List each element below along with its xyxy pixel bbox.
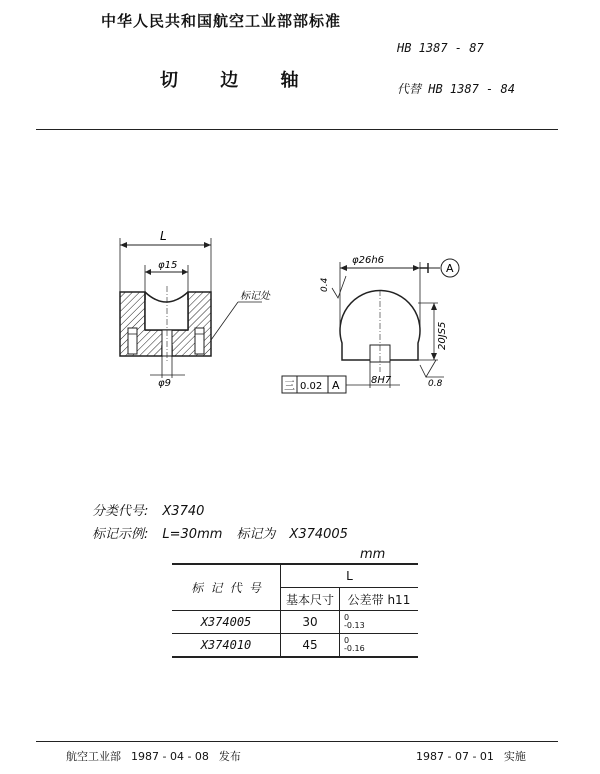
footer-divider — [36, 741, 558, 742]
example-label: 标记示例: — [92, 527, 149, 542]
section-view — [120, 286, 211, 362]
header-basic: 基本尺寸 — [281, 588, 340, 611]
dim-phi9-label: φ9 — [158, 378, 171, 389]
classification-line — [92, 500, 218, 519]
tol-upper: 0 — [344, 636, 350, 645]
dim-L-label: L — [160, 229, 167, 243]
table-row — [172, 634, 418, 658]
row-tolerance — [340, 611, 419, 634]
row-basic: 45 — [281, 634, 340, 658]
mark-leader — [211, 290, 272, 340]
effective-date: 1987 - 07 - 01 — [416, 750, 494, 763]
example-mark-label: 标记为 — [236, 527, 276, 542]
header-code: 标 记 代 号 — [172, 564, 281, 611]
tolerance-value: 0.02 — [300, 381, 323, 392]
standard-number: HB 1387 - 87 — [397, 41, 484, 55]
row-basic: 30 — [281, 611, 340, 634]
datum-A: A — [446, 262, 454, 275]
spec-table — [172, 563, 418, 658]
class-label: 分类代号: — [92, 504, 149, 519]
roughness-08: 0.8 — [428, 379, 443, 389]
footer-issue — [66, 748, 251, 764]
header-L: L — [281, 564, 419, 588]
issue-label: 发布 — [218, 750, 241, 763]
row-code: X374005 — [172, 611, 281, 634]
class-value: X3740 — [162, 504, 205, 519]
example-mark-value: X374005 — [289, 527, 348, 542]
side-view — [282, 255, 459, 393]
document-title: 切 边 轴 — [160, 70, 317, 91]
example-value: L=30mm — [162, 527, 223, 542]
replaces-standard: 代替 HB 1387 - 84 — [397, 82, 515, 96]
dim-8h7-label: 8H7 — [371, 375, 392, 386]
dim-phi26-label: φ26h6 — [352, 255, 385, 266]
row-code: X374010 — [172, 634, 281, 658]
dimension-phi9 — [150, 356, 185, 389]
effective-label: 实施 — [503, 750, 526, 763]
table-unit: mm — [360, 547, 386, 562]
footer-effective — [416, 748, 536, 764]
row-tolerance — [340, 634, 419, 658]
table-row — [172, 611, 418, 634]
issuer: 航空工业部 — [66, 750, 121, 763]
tol-lower: -0.16 — [344, 644, 365, 653]
header-tol: 公差带 h11 — [340, 588, 419, 611]
dim-20js5-label: 20JS5 — [437, 321, 448, 350]
tolerance-symbol: 三 — [284, 379, 295, 392]
tol-lower: -0.13 — [344, 621, 365, 630]
mark-label: 标记处 — [240, 291, 270, 302]
tolerance-datum: A — [332, 379, 340, 392]
issue-date: 1987 - 04 - 08 — [131, 750, 209, 763]
roughness-04: 0.4 — [320, 277, 330, 292]
tol-upper: 0 — [344, 613, 350, 622]
organization-header: 中华人民共和国航空工业部部标准 — [101, 12, 342, 30]
example-line — [92, 523, 362, 542]
dim-phi15-label: φ15 — [158, 260, 178, 271]
